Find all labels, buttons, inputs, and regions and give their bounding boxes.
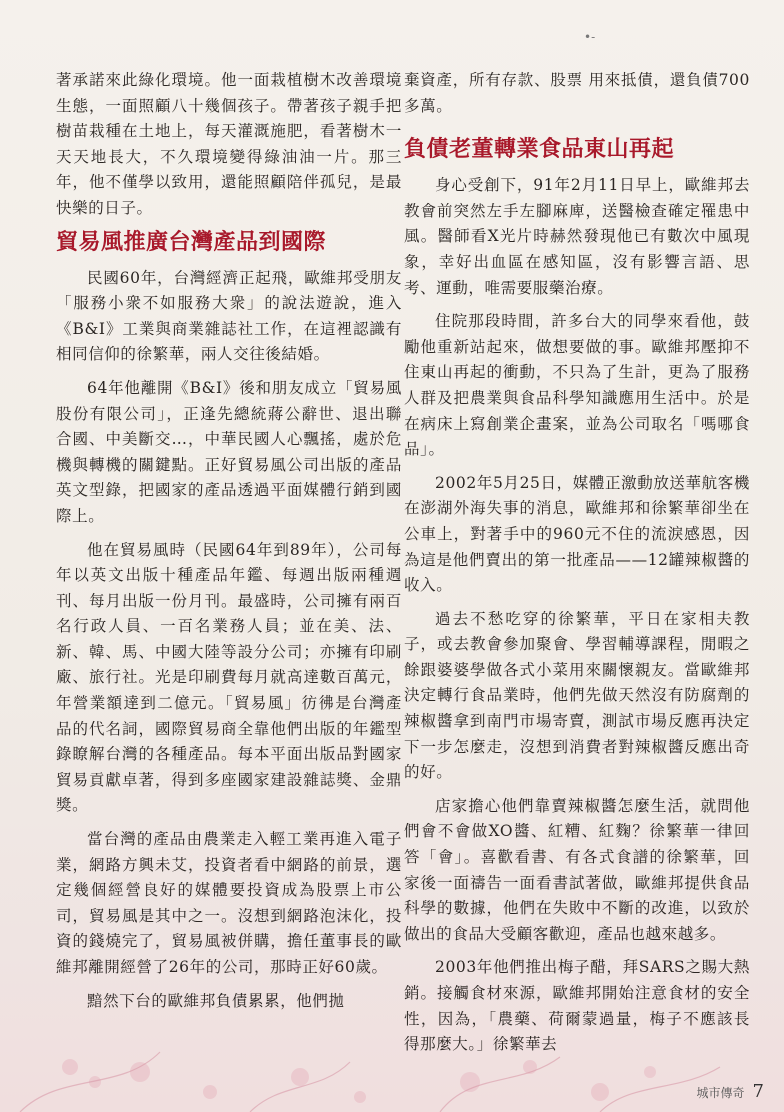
paragraph: 店家擔心他們靠賣辣椒醬怎麼生活，就問他們會不會做XO醬、紅糟、紅麴？徐繁華一律回答「會」。喜歡看書、有各式食譜的徐繁華，回家後一面禱告一面看書試著做，歐維邦提供食品科學的數據，他們在失敗中不斷的改進，以致於做出的食品大受顧客歡迎，產品也越來越多。 — [404, 796, 750, 943]
paragraph: 住院那段時間，許多台大的同學來看他，鼓勵他重新站起來，做想要做的事。歐維邦壓抑不住東山再起的衝動，不只為了生計，更為了服務人群及把農業與食品科學知識應用生活中。於是在病床上寫創業企畫案，並為公司取名「嗎哪食品」。 — [404, 312, 750, 459]
paragraph: 身心受創下，91年2月11日早上，歐維邦去教會前突然左手左腳麻庳，送醫檢查確定罹患中風。醫師看X光片時赫然發現他已有數次中風現象，幸好出血區在感知區，沒有影響言語、思考、運動，唯需要服藥治療。 — [404, 176, 750, 297]
paragraph: 過去不愁吃穿的徐繁華，平日在家相夫教子，或去教會參加聚會、學習輔導課程，閒暇之餘跟婆婆學做各式小菜用來關懷親友。當歐維邦決定轉行食品業時，他們先做天然沒有防腐劑的辣椒醬拿到南門市場寄賣，測試市場反應再決定下一步怎麼走，沒想到消費者對辣椒醬反應出奇的好。 — [404, 609, 750, 782]
paragraph: 棄資產，所有存款、股票 用來抵債，還負債700多萬。 — [404, 71, 750, 115]
paragraph: 他在貿易風時（民國64年到89年），公司每年以英文出版十種產品年鑑、每週出版兩種週刊、每月出版一份月刊。最盛時，公司擁有兩百名行政人員、一百名業務人員；並在美、法、新、韓、馬、中國大陸等設分公司；亦擁有印刷廠、旅行社。光是印刷費每月就高達數百萬元，年營業額達到二億元。「貿易風」彷彿是台灣產品的代名詞，國際貿易商全靠他們出版的年鑑型錄瞭解台灣的各種產品。每本平面出版品對國家貿易貢獻卓著，得到多座國家建設雜誌獎、金鼎獎。 — [56, 540, 402, 815]
paragraph: 64年他離開《B&I》後和朋友成立「貿易風股份有限公司」，正逢先總統蔣公辭世、退出聯合國、中美斷交…，中華民國人心飄搖，處於危機與轉機的關鍵點。正好貿易風公司出版的產品英文型錄，把國家的產品透過平面媒體行銷到國際上。 — [56, 378, 402, 525]
paragraph: 當台灣的產品由農業走入輕工業再進入電子業，網路方興未艾，投資者看中網路的前景，選定幾個經營良好的媒體要投資成為股票上市公司，貿易風是其中之一。沒想到網路泡沫化，投資的錢燒完了，貿易風被併購，擔任董事長的歐維邦離開經營了26年的公司，那時正好60歲。 — [56, 830, 402, 976]
section-heading: 貿易風推廣台灣產品到國際 — [56, 229, 327, 255]
page-marker: •- — [584, 30, 596, 44]
left-column — [56, 68, 402, 1014]
right-column — [404, 68, 750, 1058]
page-footer — [697, 1081, 764, 1102]
paragraph: 2003年他們推出梅子醋，拜SARS之賜大熱銷。接觸食材來源，歐維邦開始注意食材的安全性，因為，「農藥、荷爾蒙過量，梅子不應該長得那麼大。」徐繁華去 — [404, 958, 750, 1054]
section-heading: 負債老董轉業食品東山再起 — [404, 137, 675, 163]
paragraph: 2002年5月25日，媒體正激動放送華航客機在澎湖外海失事的消息，歐維邦和徐繁華卻坐在公車上，對著手中的960元不住的流淚感恩，因為這是他們賣出的第一批產品——12罐辣椒醬的收入。 — [404, 473, 750, 595]
paragraph: 著承諾來此綠化環境。他一面栽植樹木改善環境生態，一面照顧八十幾個孩子。帶著孩子親手把樹苗栽種在土地上，每天灌溉施肥，看著樹木一天天地長大，不久環境變得綠油油一片。那三年，他不僅學以致用，還能照顧陪伴孤兒，是最快樂的日子。 — [56, 71, 402, 217]
page-number: 7 — [752, 1081, 764, 1102]
paragraph: 黯然下台的歐維邦負債累累，他們拋 — [87, 991, 345, 1010]
paragraph: 民國60年，台灣經濟正起飛，歐維邦受朋友「服務小衆不如服務大衆」的說法遊說，進入《B&I》工業與商業雜誌社工作，在這裡認識有相同信仰的徐繁華，兩人交往後結婚。 — [56, 268, 402, 364]
publication-label: 城市傳奇 — [696, 1086, 745, 1100]
